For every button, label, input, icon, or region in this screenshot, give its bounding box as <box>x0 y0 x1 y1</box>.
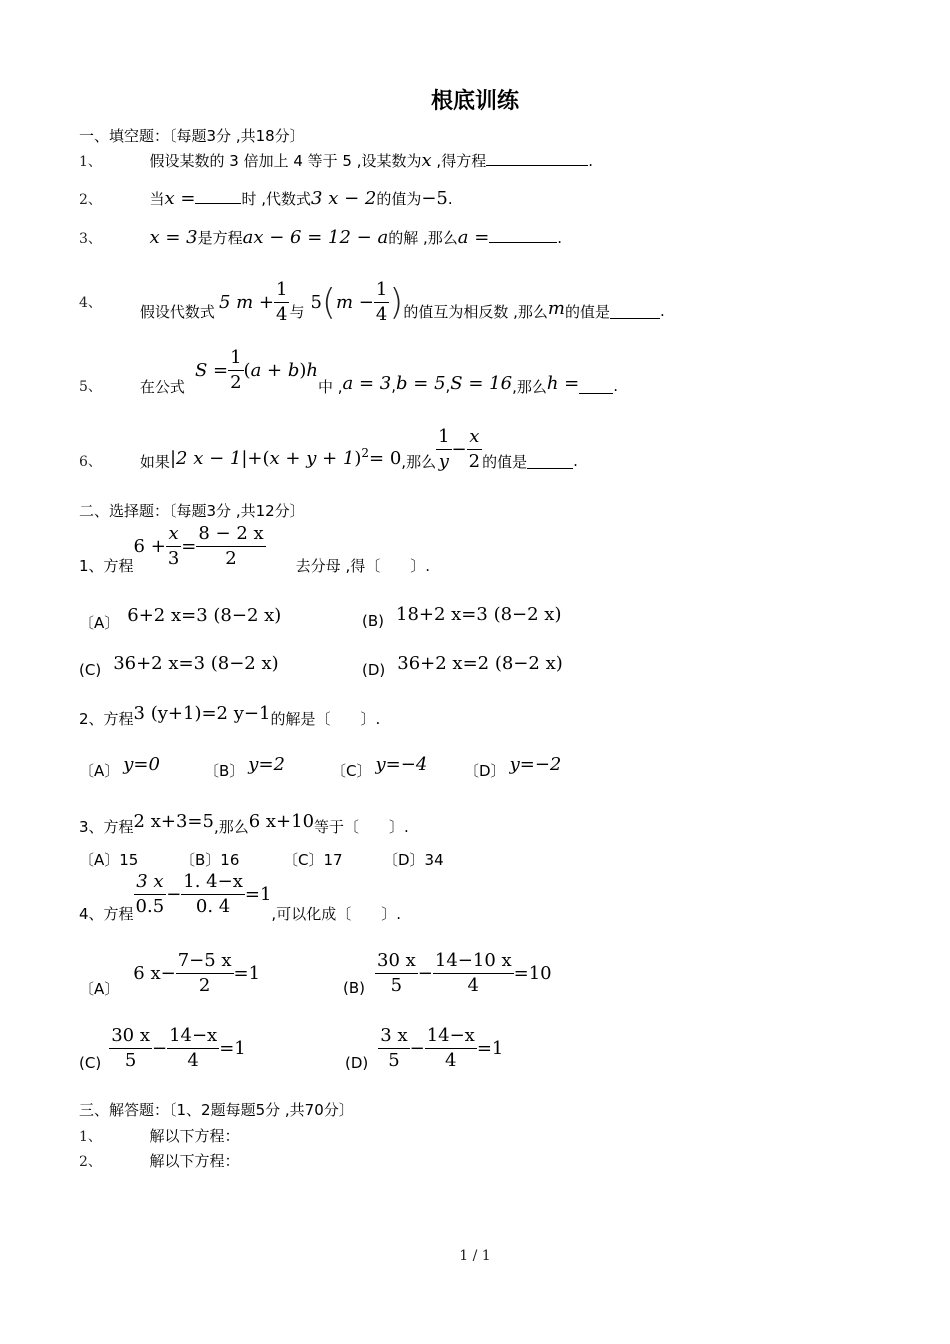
minus-sign: − <box>409 1037 425 1059</box>
option-d[interactable] <box>464 748 561 781</box>
question-text: 是方程 <box>197 229 243 247</box>
math-value: −5 <box>421 188 448 209</box>
choice-question-1 <box>79 522 430 578</box>
question-text: 解以下方程： <box>149 1152 240 1170</box>
math-expression: 6 x+10 <box>248 811 315 832</box>
fill-question-4 <box>79 274 665 330</box>
question-text: 的值为 <box>376 190 422 208</box>
option-b[interactable] <box>204 748 285 781</box>
option-c[interactable] <box>79 647 279 679</box>
period: . <box>588 152 593 170</box>
question-text: ,那么 <box>512 377 547 396</box>
question-number: 1、 <box>79 1129 102 1145</box>
math-expression: m − <box>335 291 374 313</box>
math-expression: 6 + <box>133 535 166 557</box>
math-expression: x = 3 <box>149 227 198 248</box>
question-text: ,那么 <box>213 818 249 836</box>
math-expression: 3 x − 2 <box>311 188 377 209</box>
question-text: 假设代数式 <box>139 302 215 321</box>
section-1-heading: 一、填空题：〔每题3分 ,共18分〕 <box>79 127 305 145</box>
question-text: 2、方程 <box>79 710 134 728</box>
fraction: $\frac{x}{2}$ <box>468 425 481 472</box>
fill-question-5 <box>79 346 619 404</box>
fill-question-3 <box>79 227 562 248</box>
question-text: 解以下方程： <box>149 1127 240 1145</box>
fraction: $\frac{14-x}{4}$ <box>426 1024 475 1071</box>
answer-blank[interactable] <box>579 379 613 394</box>
option-expression: 36+2 x=2 (8−2 x) <box>397 652 563 674</box>
question-number: 4、 <box>79 295 102 311</box>
math-expression: =10 <box>513 962 552 984</box>
minus-sign: − <box>166 883 182 905</box>
answer-blank[interactable] <box>195 189 241 204</box>
question-text: ,那么 <box>401 452 437 471</box>
option-b[interactable] <box>343 945 552 1001</box>
option-b[interactable] <box>362 598 561 630</box>
option-d[interactable] <box>362 647 563 679</box>
option-label: (D) <box>362 661 386 679</box>
math-expression: |2 $x - 1|+(x + y + 1)^2= 0$ <box>169 445 402 469</box>
minus-sign: − <box>417 962 433 984</box>
answer-blank[interactable] <box>486 151 588 166</box>
section-2-heading: 二、选择题：〔每题3分 ,共12分〕 <box>79 502 305 520</box>
math-expression: =1 <box>219 1037 246 1059</box>
option-label: (B) <box>362 612 384 630</box>
option-label: (B) <box>343 979 365 997</box>
minus-sign: − <box>151 1037 168 1059</box>
fraction: $\frac{30 x}{5}$ <box>377 949 416 996</box>
math-expression: S = <box>194 359 229 381</box>
choice-question-4 <box>79 870 401 926</box>
question-text: 的值是 <box>564 302 610 321</box>
option-expression: 18+2 x=3 (8−2 x) <box>396 603 562 625</box>
paren-close: ) <box>389 281 404 323</box>
math-expression: S = 16 <box>450 372 513 394</box>
option-expression: 36+2 x=3 (8−2 x) <box>113 652 279 674</box>
question-text: 的值是 <box>482 452 528 471</box>
period: . <box>613 377 619 395</box>
option-expression: y=−4 <box>375 754 428 775</box>
period: . <box>557 229 563 247</box>
fill-question-6 <box>79 424 578 482</box>
option-a[interactable] <box>79 598 281 633</box>
choice-question-3 <box>79 806 409 837</box>
fraction: $\frac{3 x}{5}$ <box>380 1024 408 1071</box>
separator: , <box>391 377 397 395</box>
option-a[interactable] <box>79 748 160 781</box>
option-label: (C) <box>79 661 102 679</box>
question-text: 去分母 ,得〔 〕. <box>295 556 430 575</box>
fill-question-1 <box>79 150 593 171</box>
question-number: 5、 <box>79 379 102 395</box>
option-expression: y=0 <box>123 754 160 775</box>
option-b[interactable]: 〔B〕16 <box>180 851 240 869</box>
math-expression: a = <box>457 227 490 248</box>
option-d[interactable] <box>345 1020 503 1076</box>
question-text: 等于〔 〕. <box>314 818 409 836</box>
math-expression: a = 3 <box>342 372 392 394</box>
fraction: $\frac{30 x}{5}$ <box>111 1024 150 1071</box>
option-label: 〔B〕 <box>204 762 245 780</box>
fraction: $\frac{1}{4}$ <box>275 278 288 325</box>
math-expression: 5 m + <box>218 291 274 313</box>
question-text: 4、方程 <box>79 904 134 923</box>
question-text: 1、方程 <box>79 556 134 575</box>
option-label: (D) <box>345 1054 369 1072</box>
question-text: 如果 <box>139 452 170 471</box>
question-number: 1、 <box>79 154 102 170</box>
solve-question-2 <box>79 1150 240 1171</box>
option-expression: y=−2 <box>509 754 562 775</box>
option-c[interactable]: 〔C〕17 <box>283 851 343 869</box>
question-number: 3、 <box>79 231 102 247</box>
question-text: ,可以化成〔 〕. <box>271 904 401 923</box>
fraction: $\frac{14-10 x}{4}$ <box>434 949 512 996</box>
fraction: $\frac{1. 4-x}{0. 4}$ <box>183 870 243 917</box>
equals-sign: = <box>181 535 197 557</box>
answer-blank[interactable] <box>527 454 573 469</box>
option-label: 〔A〕 <box>79 614 120 632</box>
period: . <box>447 190 453 208</box>
option-c[interactable] <box>331 748 427 781</box>
option-a[interactable] <box>79 945 260 1001</box>
question-number: 2、 <box>79 192 102 208</box>
page-title: 根底训练 <box>430 89 519 114</box>
answer-blank[interactable] <box>489 228 557 243</box>
separator: , <box>445 377 451 395</box>
question-text: 时 ,代数式 <box>241 190 312 208</box>
fraction: $\frac{1}{2}$ <box>230 346 242 393</box>
math-expression: 3 (y+1)=2 y−1 <box>133 703 271 724</box>
option-expression: 6+2 x=3 (8−2 x) <box>127 605 282 626</box>
question-text: 中 , <box>317 377 343 396</box>
question-text: 与 <box>289 302 305 321</box>
fraction: $\frac{14-x}{4}$ <box>169 1024 218 1071</box>
question-text: 的值互为相反数 ,那么 <box>403 302 548 321</box>
fraction: $\frac{1}{y}$ <box>438 425 450 472</box>
page-number: 1 / 1 <box>459 1248 491 1264</box>
option-label: 〔D〕 <box>464 762 506 780</box>
question-text: 在公式 <box>139 377 185 396</box>
variable: m <box>547 297 565 319</box>
section-3-heading: 三、解答题：〔1、2题每题5分 ,共70分〕 <box>79 1101 354 1119</box>
question-text: 的解是〔 〕. <box>270 710 381 728</box>
option-label: 〔A〕 <box>79 979 120 998</box>
math-expression: =1 <box>476 1037 504 1059</box>
variable: x <box>421 150 432 171</box>
fill-question-2 <box>79 188 453 209</box>
option-label: 〔C〕 <box>331 762 372 780</box>
question-number: 2、 <box>79 1154 102 1170</box>
fraction: $\frac{7-5 x}{2}$ <box>177 949 232 996</box>
math-expression: 6 x− <box>133 962 176 984</box>
fraction: $\frac{8 - 2 x}{2}$ <box>198 522 264 569</box>
minus-sign: − <box>451 438 467 460</box>
question-text: ,得方程 <box>431 152 487 170</box>
option-d[interactable]: 〔D〕34 <box>383 851 444 869</box>
math-expression: (a + b)h <box>243 359 318 381</box>
question-text: 假设某数的 3 倍加上 4 等于 5 ,设某数为 <box>149 152 422 170</box>
option-label: 〔A〕 <box>79 762 120 780</box>
fraction: $\frac{3 x}{0.5}$ <box>135 870 165 917</box>
math-expression: b = 5 <box>396 372 446 394</box>
solve-question-1 <box>79 1125 240 1146</box>
option-c[interactable] <box>79 1020 246 1076</box>
math-expression: ax − 6 = 12 − a <box>242 227 389 248</box>
math-expression: 5 <box>310 291 322 313</box>
math-expression: =1 <box>233 962 261 984</box>
period: . <box>659 302 665 320</box>
question-text: 3、方程 <box>79 818 134 836</box>
period: . <box>573 452 578 470</box>
question-text: 当 <box>149 190 165 208</box>
math-expression: h = <box>546 372 580 394</box>
paren-open: ( <box>321 281 336 323</box>
option-expression: y=2 <box>248 754 285 775</box>
fraction: $\frac{x}{3}$ <box>167 522 180 569</box>
option-a[interactable]: 〔A〕15 <box>79 851 139 869</box>
choice-question-2 <box>79 698 380 729</box>
answer-blank[interactable] <box>610 304 660 319</box>
fraction: $\frac{1}{4}$ <box>375 278 388 325</box>
math-expression: x = <box>164 188 196 209</box>
question-text: 的解 ,那么 <box>388 229 458 247</box>
math-expression: 2 x+3=5 <box>133 811 214 832</box>
math-expression: =1 <box>244 883 272 905</box>
question-number: 6、 <box>79 454 102 470</box>
option-label: (C) <box>79 1054 102 1072</box>
